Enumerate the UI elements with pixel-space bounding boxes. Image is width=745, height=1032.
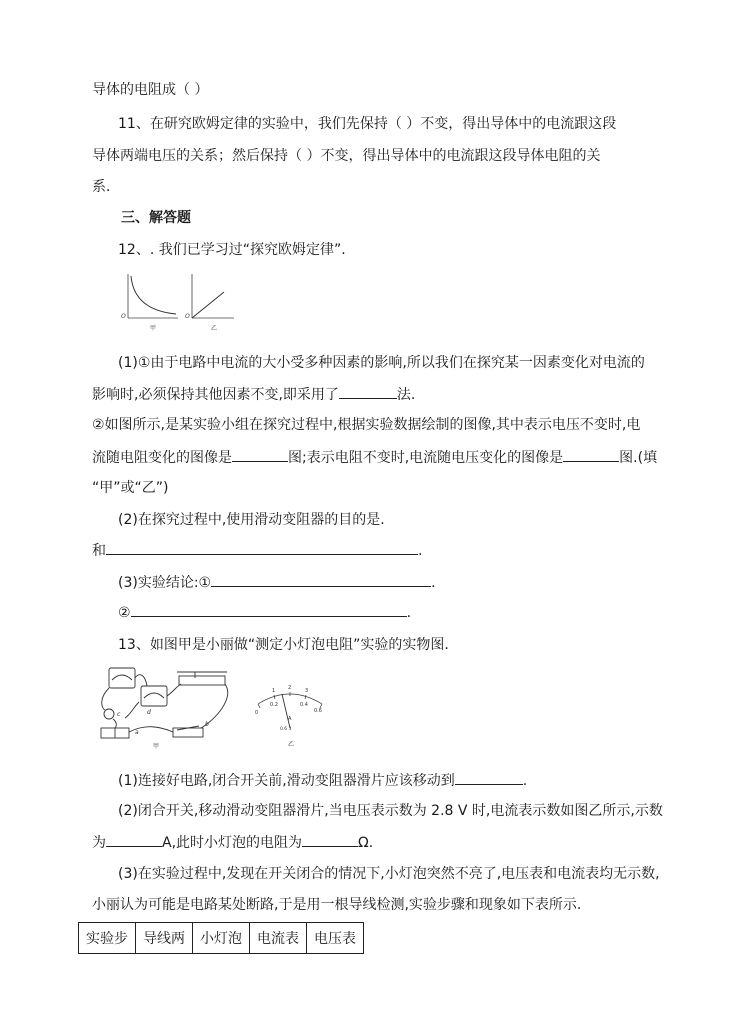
answer-blank[interactable]: [232, 447, 288, 462]
rheostat: [179, 676, 225, 685]
circuit-point-a: a: [135, 729, 139, 736]
experiment-steps-table: [78, 922, 364, 954]
q13-1: (1)连接好电路,闭合开关前,滑动变阻器滑片应该移动到 .: [118, 770, 527, 791]
q12-1-line1: (1)①由于电路中电流的大小受多种因素的影响,所以我们在探究某一因素变化对电流的: [118, 355, 645, 371]
graph-jia: [121, 274, 178, 332]
proportional-line: [192, 292, 224, 318]
q12-3-line1: (3)实验结论:① .: [118, 572, 436, 593]
q11-line3: 系．: [92, 179, 120, 195]
dial-figure-label: 乙: [288, 741, 295, 748]
table-header-cell: 导线两: [136, 923, 193, 954]
table-header-cell: 小灯泡: [193, 923, 250, 954]
graph-yi-label: 乙: [211, 325, 218, 332]
answer-blank[interactable]: [302, 832, 358, 847]
circuit-figure-label: 甲: [153, 743, 160, 750]
q12-2-line1: (2)在探究过程中,使用滑动变阻器的目的是.: [118, 512, 385, 528]
table-header-cell: 电流表: [250, 923, 307, 954]
switch: [173, 728, 203, 737]
ammeter: [141, 686, 167, 706]
answer-blank[interactable]: [455, 770, 523, 785]
answer-blank[interactable]: [339, 384, 397, 399]
q12-1-line5: “甲”或“乙”): [92, 480, 169, 496]
dial-needle: [282, 694, 290, 728]
q13-2-line2: 为 A,此时小灯泡的电阻为 Ω.: [92, 832, 373, 853]
graph-yi-origin: O: [185, 313, 190, 320]
table-header-cell: 实验步: [79, 923, 136, 954]
q13-3-line1: (3)在实验过程中,发现在开关闭合的情况下,小灯泡突然不亮了,电压表和电流表均无示数,: [118, 866, 660, 882]
q12-1-line4: 流随电阻变化的图像是 图;表示电阻不变时,电流随电压变化的图像是 图.(填: [92, 447, 657, 468]
inverse-curve: [131, 276, 176, 314]
circuit-point-b: b: [205, 721, 209, 728]
q12-intro: 12、. 我们已学习过“探究欧姆定律”.: [118, 242, 346, 258]
dial-terminals: 0.6 3: [280, 727, 292, 732]
q12-1-line2: 影响时,必须保持其他因素不变,即采用了 法.: [92, 384, 415, 405]
answer-blank[interactable]: [563, 447, 619, 462]
q13-3-line2: 小丽认为可能是电路某处断路,于是用一根导线检测,实验步骤和现象如下表所示.: [92, 897, 582, 913]
answer-blank[interactable]: [211, 572, 431, 587]
dial-scale-top-3: 3: [305, 688, 309, 694]
dial-scale-top-1: 1: [272, 688, 276, 694]
circuit-point-d: d: [147, 709, 151, 716]
graph-yi: [185, 274, 234, 332]
dial-scale-bottom-3: 0.6: [314, 708, 322, 714]
q11-line1: 11、在研究欧姆定律的实验中，我们先保持（ ）不变，得出导体中的电流跟这段: [118, 116, 617, 132]
answer-blank[interactable]: [131, 602, 407, 617]
circuit-point-c: c: [117, 711, 121, 718]
q12-2-line2: 和 .: [92, 540, 422, 561]
circuit-diagram: [95, 664, 235, 750]
graph-jia-label: 甲: [150, 325, 157, 332]
dial-unit: A: [288, 716, 292, 722]
q12-graphs: [118, 268, 238, 334]
dial-scale-bottom-0: 0: [255, 710, 259, 716]
table-header-row: [79, 923, 364, 954]
q11-line2: 导体两端电压的关系；然后保持（ ）不变，得出导体中的电流跟这段导体电阻的关: [92, 148, 601, 164]
q12-1-line3: ②如图所示,是某实验小组在探究过程中,根据实验数据绘制的图像,其中表示电压不变时,电: [92, 417, 641, 433]
q13-2-line1: (2)闭合开关,移动滑动变阻器滑片,当电压表示数为 2.8 V 时,电流表示数如图乙所示,示数: [118, 803, 663, 819]
dial-scale-bottom-1: 0.2: [270, 702, 278, 708]
answer-blank[interactable]: [106, 540, 418, 555]
q12-3-line2: ② .: [118, 602, 411, 623]
q10-fragment: 导体的电阻成（ ）: [92, 82, 209, 98]
bulb-icon: [104, 709, 114, 719]
voltmeter: [109, 668, 135, 688]
answer-blank[interactable]: [106, 832, 162, 847]
table-header-cell: 电压表: [307, 923, 364, 954]
graph-jia-origin: O: [121, 313, 126, 320]
ammeter-dial: [252, 680, 328, 750]
dial-scale-bottom-2: 0.4: [300, 702, 308, 708]
dial-scale-top-2: 2: [288, 685, 292, 691]
section-heading: 三、解答题: [121, 210, 191, 226]
q13-intro: 13、如图甲是小丽做“测定小灯泡电阻”实验的实物图.: [118, 637, 449, 653]
